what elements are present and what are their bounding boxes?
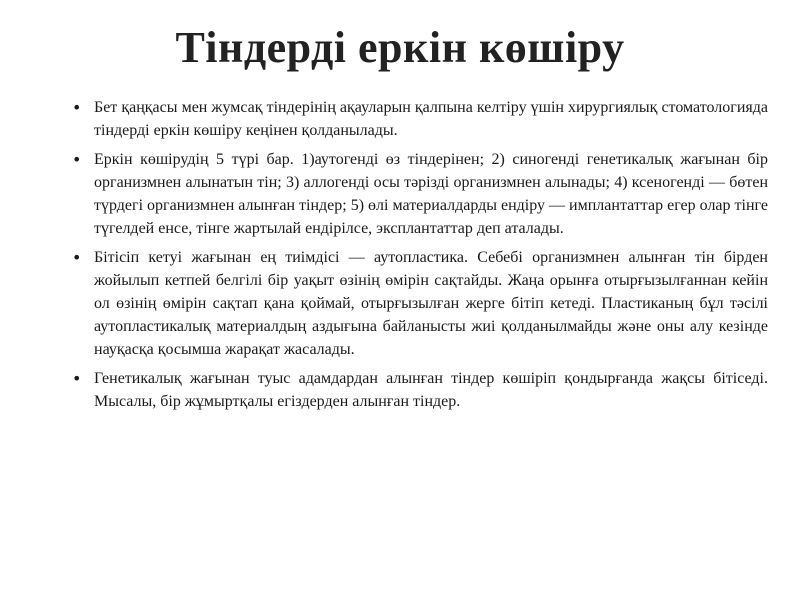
- bullet-item: [72, 96, 768, 142]
- bullet-item: [72, 148, 768, 240]
- bullet-text: Бітісіп кетуі жағынан ең тиімдісі — аутопластика. Себебі организмнен алынған тін бірден жойылып кетпей белгілі бір уақыт өзінің өмірін сақтайды. Жаңа орынға отырғызылғаннан кейін ол өзінің өмірін сақтап қана қоймай, отырғызылған жерге бітіп кетеді. Пластиканың бұл тәсілі аутопластикалық материалдың аздығына байланысты жиі қолданылмайды және оны алу кезінде науқасқа қосымша жарақат жасалады.: [94, 249, 768, 358]
- bullet-icon: •: [72, 150, 82, 169]
- slide-title: Тіндерді еркін көшіру: [175, 23, 625, 72]
- bullet-icon: •: [72, 248, 82, 267]
- bullet-icon: •: [72, 98, 82, 117]
- bullet-text: Генетикалық жағынан туыс адамдардан алынған тіндер көшіріп қондырғанда жақсы бітіседі. Мысалы, бір жұмыртқалы егіздерден алынған тіндер.: [94, 370, 768, 410]
- bullet-item: [72, 246, 768, 361]
- bullet-text: Еркін көшірудің 5 түрі бар. 1)аутогенді өз тіндерінен; 2) синогенді генетикалық жағынан бір организмнен алынатын тін; 3) аллогенді осы тәрізді организмнен алынады; 4) ксеногенді — бөтен түрдегі организмнен алынған тіндер; 5) өлі материалдарды ендіру — имплантаттар егер олар тінге түгелдей енсе, тінге жартылай ендірілсе, эксплантаттар деп аталады.: [94, 151, 768, 237]
- bullet-item: [72, 367, 768, 413]
- bullet-text: Бет қаңқасы мен жумсақ тіндерінің ақауларын қалпына келтіру үшін хирургиялық стоматологияда тіндерді еркін көшіру кеңінен қолданылады.: [94, 99, 768, 139]
- bullet-icon: •: [72, 369, 82, 388]
- bullet-list: [72, 96, 768, 419]
